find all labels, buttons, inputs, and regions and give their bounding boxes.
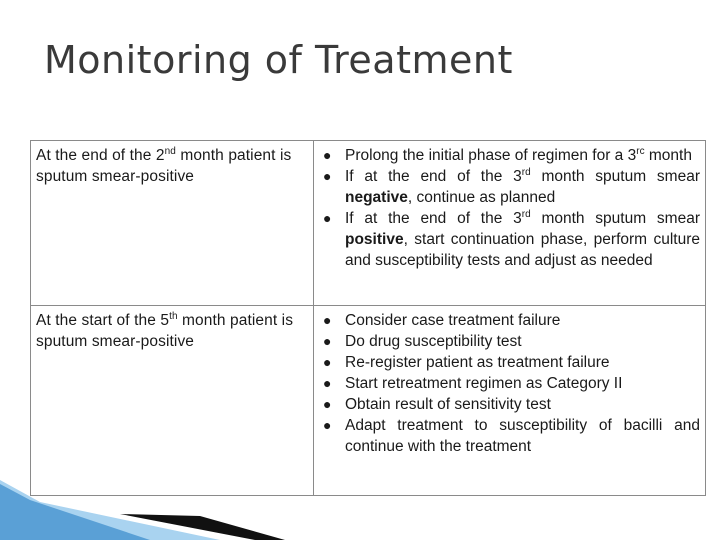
bullet-icon: ●	[323, 311, 332, 328]
list-item: ● Adapt treatment to susceptibility of bacilli and continue with the treatment	[323, 416, 700, 455]
list-item: ● Prolong the initial phase of regimen for a $3^{rc}$ month	[323, 146, 692, 164]
condition-text: At the end of the 2nd month patient is sputum smear-positive	[36, 146, 292, 185]
action-list	[319, 310, 700, 457]
slide-title: Monitoring of Treatment	[44, 38, 513, 82]
treatment-monitoring-table	[30, 140, 706, 496]
actions-cell	[314, 141, 706, 306]
bullet-icon: ●	[323, 147, 332, 163]
bullet-icon: ●	[323, 374, 332, 391]
list-item: ● Start retreatment regimen as Category II	[323, 374, 623, 392]
bullet-icon: ●	[323, 332, 332, 349]
action-list	[319, 145, 700, 271]
slide-corner-decoration	[0, 480, 720, 540]
list-item: ● Re-register patient as treatment failure	[323, 353, 610, 371]
table-row	[31, 141, 706, 306]
condition-cell	[31, 141, 314, 306]
list-item: ● If at the end of the 3rd month sputum smear positive, start continuation phase, perform culture and susceptibility tests and adjust as needed	[323, 209, 700, 269]
list-item: ● Do drug susceptibility test	[323, 332, 522, 350]
actions-cell	[314, 305, 706, 495]
bullet-icon: ●	[323, 353, 332, 370]
condition-text: At the start of the 5th month patient is sputum smear-positive	[36, 310, 294, 350]
list-item: ● If at the end of the 3rd month sputum smear negative, continue as planned	[323, 167, 700, 206]
list-item: ● Obtain result of sensitivity test	[323, 395, 551, 413]
table-row	[31, 305, 706, 495]
bullet-icon: ●	[323, 210, 332, 226]
list-item: ● Consider case treatment failure	[323, 311, 561, 329]
bullet-icon: ●	[323, 395, 332, 412]
bullet-icon: ●	[323, 168, 332, 184]
bullet-icon: ●	[323, 416, 332, 433]
condition-cell	[31, 305, 314, 495]
